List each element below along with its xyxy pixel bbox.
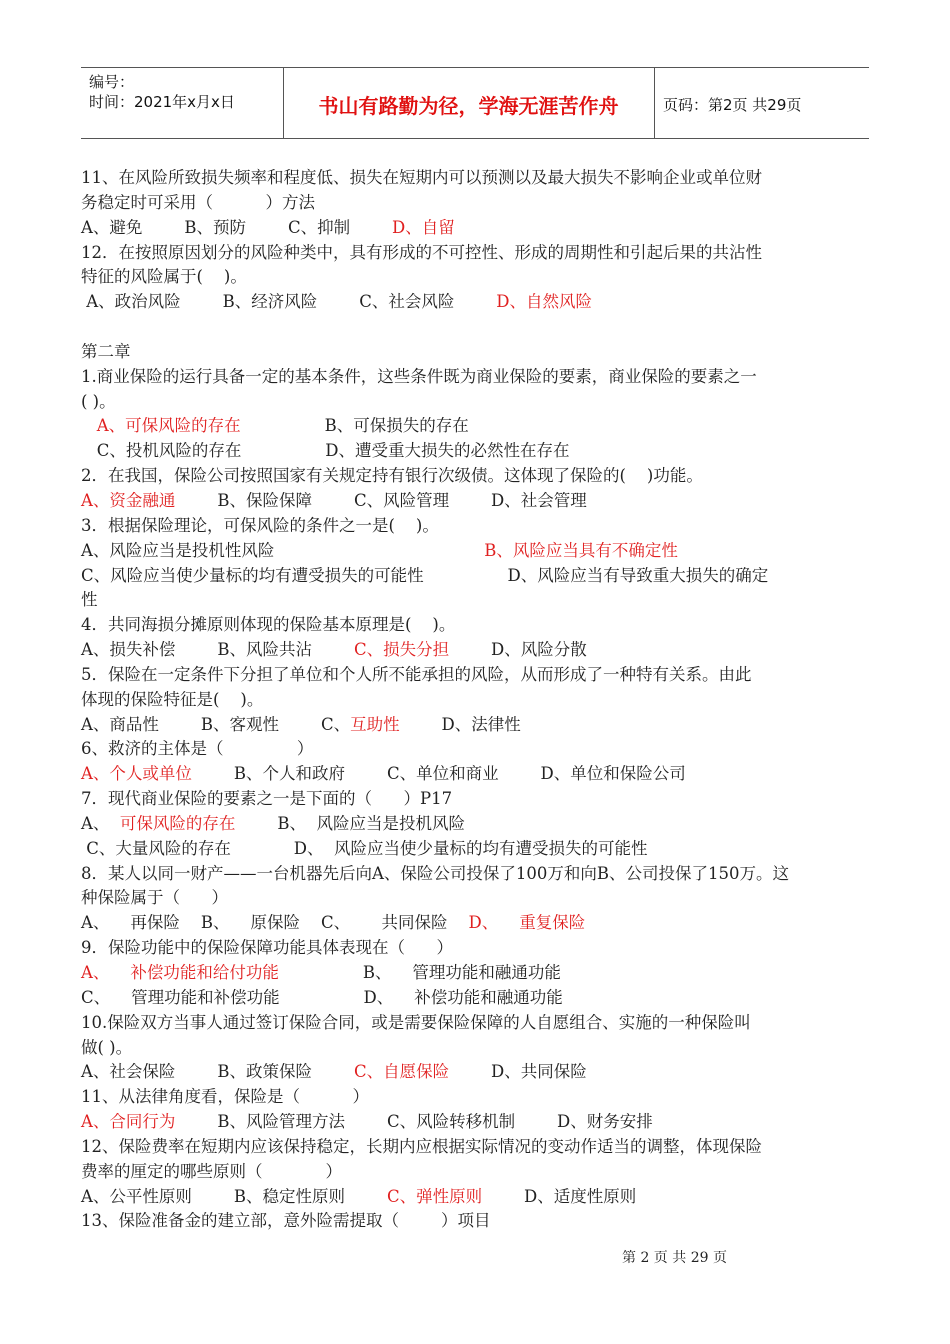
line-text: A、公平性原则 B、稳定性原则 — [81, 1186, 387, 1206]
answer-text: D、 重复保险 — [468, 913, 586, 933]
line-text: A、避免 B、预防 C、抑制 — [81, 217, 393, 237]
line-text: 务稳定时可采用（ ）方法 — [81, 192, 315, 212]
line-text: A、社会保险 B、政策保险 — [81, 1062, 354, 1082]
text-line — [81, 1036, 886, 1061]
text-line — [81, 191, 886, 216]
line-text: D、适度性原则 — [482, 1186, 637, 1206]
page-header — [81, 67, 869, 139]
line-text: 体现的保险特征是( )。 — [81, 689, 264, 709]
answer-text: A、 补偿功能和给付功能 — [81, 963, 279, 982]
line-text: 性 — [81, 590, 98, 610]
line-text: A、商品性 B、客观性 C、 — [81, 714, 351, 734]
line-text: D、法律性 — [399, 714, 521, 734]
text-line — [81, 340, 886, 365]
line-text: 9．保险功能中的保险保障功能具体表现在（ ） — [81, 938, 453, 958]
line-text: 特征的风险属于( )。 — [81, 267, 247, 287]
line-text: D、共同保险 — [449, 1062, 587, 1082]
line-text: 12．在按照原因划分的风险种类中，具有形成的不可控性、形成的周期性和引起后果的共沾性 — [81, 242, 762, 262]
answer-text: A、可保风险的存在 — [96, 416, 241, 436]
line-text: 种保险属于（ ） — [81, 888, 228, 908]
line-text: B、风险管理方法 C、风险转移机制 D、财务安排 — [175, 1112, 653, 1132]
text-line — [81, 439, 886, 464]
line-text — [81, 416, 97, 435]
text-line — [81, 862, 886, 887]
answer-text: C、损失分担 — [353, 640, 450, 660]
answer-text: C、自愿保险 — [353, 1062, 450, 1082]
text-line — [81, 365, 886, 390]
line-text: B、保险保障 C、风险管理 D、社会管理 — [175, 490, 587, 510]
text-line — [81, 911, 886, 936]
text-line — [81, 1185, 886, 1210]
text-line — [81, 564, 886, 589]
line-text: 7．现代商业保险的要素之一是下面的（ ）P17 — [81, 789, 453, 809]
line-text: 2．在我国，保险公司按照国家有关规定持有银行次级债。这体现了保险的( )功能。 — [81, 466, 703, 486]
line-text: B、可保损失的存在 — [240, 416, 469, 436]
text-line — [81, 241, 886, 266]
line-text: 5．保险在一定条件下分担了单位和个人所不能承担的风险，从而形成了一种特有关系。由此 — [81, 664, 752, 684]
text-line — [81, 663, 886, 688]
text-line — [81, 539, 886, 564]
text-line — [81, 216, 886, 241]
text-line — [81, 1110, 886, 1135]
text-line — [81, 514, 886, 539]
line-text: A、 再保险 B、 原保险 C、 共同保险 — [81, 913, 469, 933]
text-line — [81, 837, 886, 862]
line-text: 3．根据保险理论，可保风险的条件之一是( )。 — [81, 515, 439, 535]
line-text: 11、在风险所致损失频率和程度低、损失在短期内可以预测以及最大损失不影响企业或单位财 — [81, 168, 762, 187]
line-text: A、损失补偿 B、风险共沾 — [81, 640, 354, 660]
text-line — [81, 762, 886, 787]
time-label: 时间：2021年x月x日 — [89, 93, 235, 111]
answer-text: A、合同行为 — [81, 1112, 176, 1132]
line-text: 4．共同海损分摊原则体现的保险基本原理是( )。 — [81, 615, 456, 635]
line-text: A、风险应当是投机性风险 — [81, 540, 485, 560]
answer-text: A、个人或单位 — [81, 764, 192, 784]
line-text: 6、救济的主体是（ ） — [81, 739, 314, 759]
answer-text: C、弹性原则 — [386, 1186, 483, 1206]
answer-text: D、自留 — [392, 217, 455, 237]
header-divider — [654, 68, 655, 138]
text-line — [81, 787, 886, 812]
text-line — [81, 489, 886, 514]
page-footer: 第 2 页 共 29 页 — [622, 1250, 727, 1266]
text-line — [81, 961, 886, 986]
text-line — [81, 315, 886, 340]
answer-text: A、资金融通 — [81, 490, 176, 510]
text-line — [81, 986, 886, 1011]
text-line — [81, 737, 886, 762]
line-text: 12、保险费率在短期内应该保持稳定，长期内应根据实际情况的变动作适当的调整，体现保险 — [81, 1136, 762, 1156]
text-line — [81, 588, 886, 613]
line-text: 13、保险准备金的建立部，意外险需提取（ ）项目 — [81, 1211, 491, 1231]
answer-text: 互助性 — [350, 714, 400, 734]
text-line — [81, 265, 886, 290]
line-text: D、风险分散 — [449, 640, 587, 660]
text-line — [81, 638, 886, 663]
answer-text: D、自然风险 — [496, 292, 593, 312]
number-label: 编号： — [89, 73, 135, 91]
line-text: B、个人和政府 C、单位和商业 D、单位和保险公司 — [191, 764, 686, 784]
text-line — [81, 166, 886, 191]
line-text: 8．某人以同一财产——一台机器先后向A、保险公司投保了100万和向B、公司投保了150万。这 — [81, 863, 790, 883]
text-line — [81, 1209, 886, 1234]
line-text: C、投机风险的存在 D、遭受重大损失的必然性在存在 — [81, 441, 570, 461]
line-text: 做( )。 — [81, 1037, 133, 1057]
text-line — [81, 1135, 886, 1160]
answer-text: 可保风险的存在 — [119, 813, 236, 833]
text-line — [81, 713, 886, 738]
line-text: ( )。 — [81, 391, 116, 411]
line-text: 1.商业保险的运行具备一定的基本条件，这些条件既为商业保险的要素，商业保险的要素之一 — [81, 366, 757, 386]
line-text: B、 管理功能和融通功能 — [278, 963, 561, 982]
line-text: C、大量风险的存在 D、 风险应当使少量标的均有遭受损失的可能性 — [81, 838, 648, 858]
text-line — [81, 886, 886, 911]
text-line — [81, 390, 886, 415]
line-text: C、风险应当使少量标的均有遭受损失的可能性 D、风险应当有导致重大损失的确定 — [81, 565, 769, 585]
text-line — [81, 812, 886, 837]
line-text: B、 风险应当是投机风险 — [235, 813, 465, 833]
header-meta — [89, 72, 235, 112]
text-line — [81, 688, 886, 713]
text-line — [81, 936, 886, 961]
line-text: 10.保险双方当事人通过签订保险合同，或是需要保险保障的人自愿组合、实施的一种保险叫 — [81, 1012, 751, 1032]
header-page-info: 页码：第2页 共29页 — [663, 96, 802, 114]
text-line — [81, 1160, 886, 1185]
text-line — [81, 613, 886, 638]
line-text: 11、从法律角度看，保险是（ ） — [81, 1087, 369, 1107]
line-text: C、 管理功能和补偿功能 D、 补偿功能和融通功能 — [81, 987, 563, 1007]
text-line — [81, 1011, 886, 1036]
text-line — [81, 290, 886, 315]
text-line — [81, 1060, 886, 1085]
text-line — [81, 414, 886, 439]
header-motto: 书山有路勤为径，学海无涯苦作舟 — [318, 94, 619, 118]
line-text: A、 — [81, 813, 120, 833]
text-line — [81, 464, 886, 489]
line-text: 第二章 — [81, 341, 131, 361]
answer-text: B、风险应当具有不确定性 — [484, 540, 678, 560]
document-body — [81, 166, 886, 1234]
line-text: 费率的厘定的哪些原则（ ） — [81, 1161, 342, 1181]
text-line — [81, 1085, 886, 1110]
line-text: A、政治风险 B、经济风险 C、社会风险 — [81, 292, 497, 312]
